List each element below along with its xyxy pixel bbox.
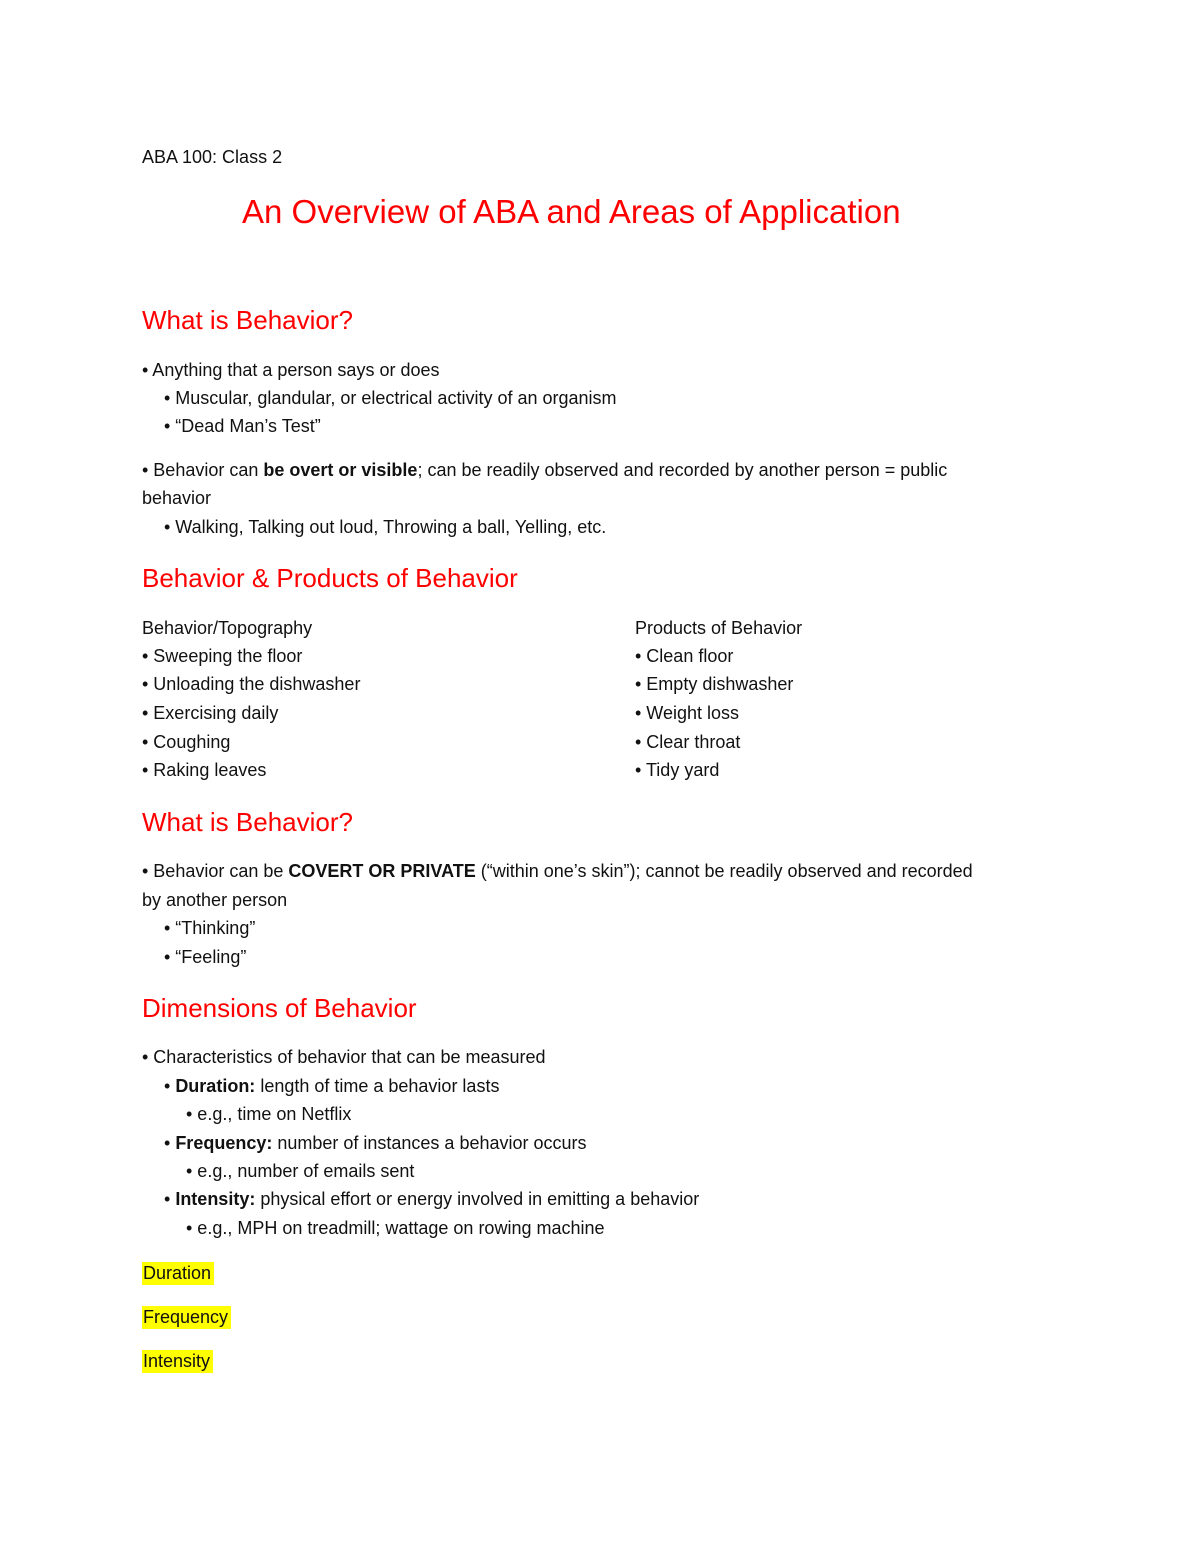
- list-item: • Characteristics of behavior that can be measured: [142, 1047, 546, 1067]
- highlight-frequency: [142, 1306, 231, 1328]
- duration-line: [164, 1075, 499, 1097]
- highlight-intensity-text: Intensity: [142, 1350, 213, 1373]
- list-item: • Clean floor: [635, 646, 734, 666]
- column-header-products: Products of Behavior: [635, 618, 803, 638]
- bullet: •: [164, 1133, 176, 1153]
- intensity-text: physical effort or energy involved in emitting a behavior: [255, 1189, 700, 1209]
- overt-bold-text: be overt or visible: [263, 460, 418, 480]
- list-item: • e.g., MPH on treadmill; wattage on rowing machine: [186, 1218, 605, 1238]
- list-item: • Tidy yard: [635, 760, 720, 780]
- intensity-line: [164, 1188, 699, 1210]
- covert-bold-text: COVERT OR PRIVATE: [288, 861, 476, 881]
- highlight-intensity: [142, 1350, 213, 1372]
- list-item: • Walking, Talking out loud, Throwing a ball, Yelling, etc.: [164, 517, 607, 537]
- bullet: •: [164, 1189, 176, 1209]
- highlight-frequency-text: Frequency: [142, 1306, 231, 1329]
- overt-behavior-line: [142, 459, 947, 481]
- list-item: • “Thinking”: [164, 918, 256, 938]
- covert-rest-text: (“within one’s skin”); cannot be readily observed and recorded: [475, 861, 973, 881]
- intensity-label: Intensity:: [175, 1189, 256, 1209]
- list-item: • Unloading the dishwasher: [142, 674, 361, 694]
- section-heading-dimensions: Dimensions of Behavior: [142, 993, 417, 1023]
- overt-rest-text: ; can be readily observed and recorded by another person = public: [417, 460, 948, 480]
- list-item: • “Feeling”: [164, 947, 247, 967]
- section-heading-what-is-behavior-2: What is Behavior?: [142, 807, 353, 837]
- list-item: • Muscular, glandular, or electrical activity of an organism: [164, 388, 617, 408]
- frequency-line: [164, 1132, 587, 1154]
- covert-behavior-continuation: by another person: [142, 890, 288, 910]
- frequency-text: number of instances a behavior occurs: [272, 1133, 587, 1153]
- bullet: •: [164, 1076, 176, 1096]
- overt-bullet-text: • Behavior can: [142, 460, 264, 480]
- list-item: • e.g., number of emails sent: [186, 1161, 415, 1181]
- list-item: • Exercising daily: [142, 703, 279, 723]
- covert-behavior-line: [142, 860, 973, 882]
- list-item: • Weight loss: [635, 703, 740, 723]
- section-heading-behavior-products: Behavior & Products of Behavior: [142, 563, 518, 593]
- overt-behavior-continuation: behavior: [142, 488, 212, 508]
- highlight-duration-text: Duration: [142, 1262, 214, 1285]
- covert-pre-text: • Behavior can be: [142, 861, 289, 881]
- highlight-duration: [142, 1262, 214, 1284]
- duration-text: length of time a behavior lasts: [255, 1076, 500, 1096]
- list-item: • Raking leaves: [142, 760, 267, 780]
- list-item: • Clear throat: [635, 732, 741, 752]
- list-item: • Empty dishwasher: [635, 674, 794, 694]
- column-header-topography: Behavior/Topography: [142, 618, 313, 638]
- duration-label: Duration:: [175, 1076, 256, 1096]
- list-item: • Anything that a person says or does: [142, 360, 440, 380]
- frequency-label: Frequency:: [175, 1133, 273, 1153]
- list-item: • “Dead Man’s Test”: [164, 416, 321, 436]
- section-heading-what-is-behavior: What is Behavior?: [142, 305, 353, 335]
- course-label: ABA 100: Class 2: [142, 147, 283, 167]
- page-title: An Overview of ABA and Areas of Application: [242, 193, 901, 230]
- list-item: • Sweeping the floor: [142, 646, 303, 666]
- list-item: • e.g., time on Netflix: [186, 1104, 352, 1124]
- list-item: • Coughing: [142, 732, 231, 752]
